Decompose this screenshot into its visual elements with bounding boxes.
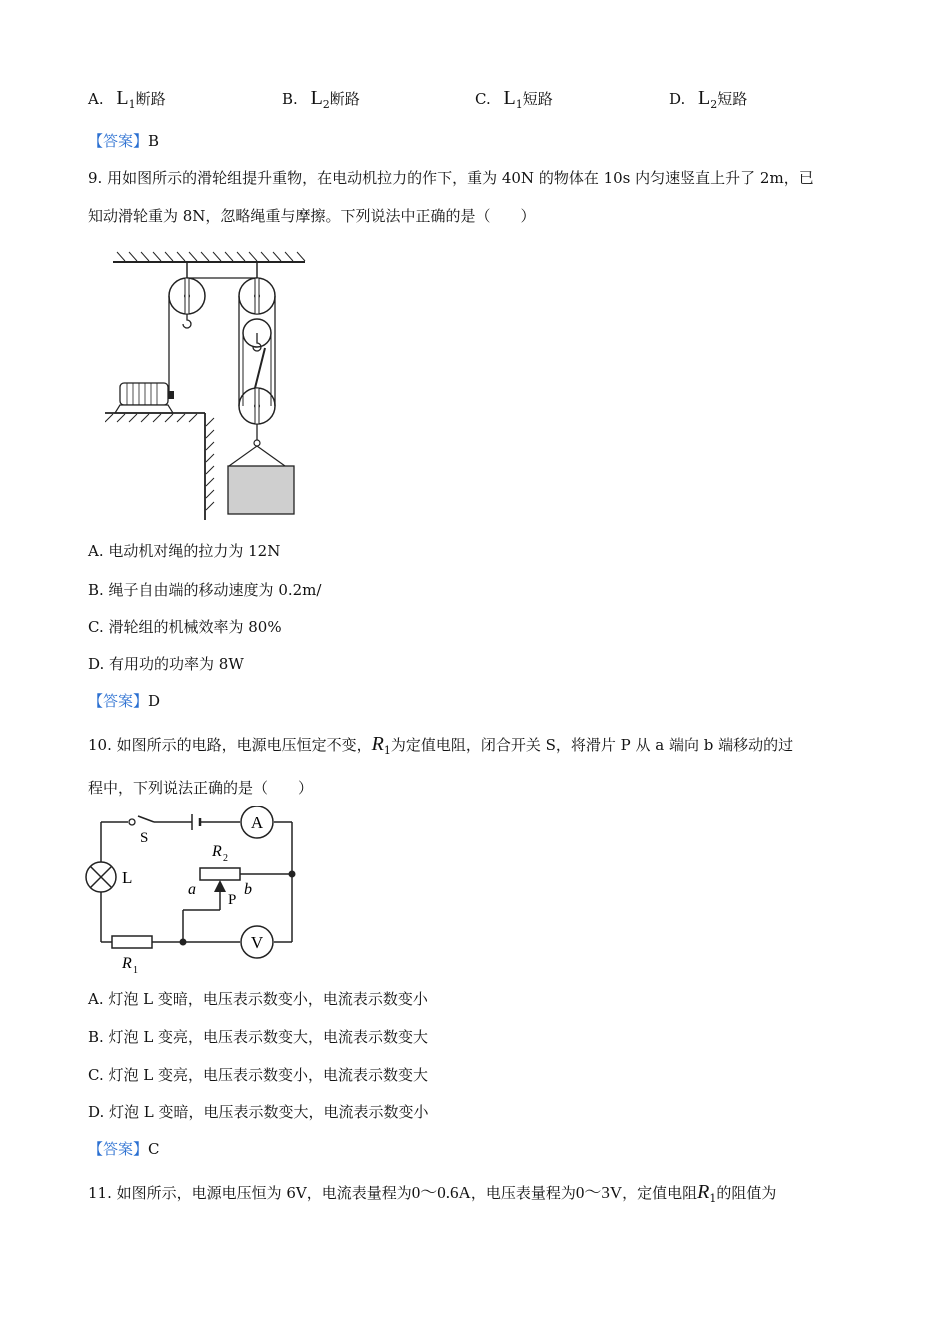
pulley-system-figure	[105, 248, 315, 523]
q8-answer	[88, 131, 159, 151]
lamp-symbol: L	[503, 87, 516, 109]
answer-label: 答案	[103, 692, 134, 710]
answer-label: 答案	[103, 132, 134, 150]
stem-text: 10. 如图所示的电路，电源电压恒定不变，	[88, 736, 372, 754]
q8-option-c	[475, 88, 553, 111]
answer-bracket-open: 【	[88, 1140, 104, 1158]
stem-text: 为定值电阻，闭合开关 S，将滑片 P 从 a 端向 b 端移动的过	[390, 736, 794, 754]
q9-stem-line1: 9. 用如图所示的滑轮组提升重物，在电动机拉力的作下，重为 40N 的物体在 10s 内匀速竖直上升了 2m，已	[88, 169, 814, 187]
q9-option-c: C. 滑轮组的机械效率为 80%	[88, 618, 282, 636]
resistor-symbol: R	[697, 1181, 710, 1203]
subscript: 1	[383, 744, 391, 757]
option-text: 短路	[522, 90, 553, 108]
answer-label: 答案	[103, 1140, 134, 1158]
q9-option-d: D. 有用功的功率为 8W	[88, 655, 244, 673]
answer-bracket-open: 【	[88, 692, 104, 710]
option-letter: B.	[282, 90, 298, 108]
answer-bracket-close: 】	[133, 132, 149, 150]
q9-answer	[88, 691, 160, 711]
terminal-b-label: b	[244, 881, 252, 898]
lamp-label: L	[122, 868, 133, 887]
q9-option-a: A. 电动机对绳的拉力为 12N	[88, 542, 281, 560]
slider-p-label: P	[228, 892, 237, 908]
answer-bracket-open: 【	[88, 132, 104, 150]
answer-value: C	[148, 1140, 160, 1158]
answer-value: D	[148, 692, 161, 710]
stem-text: ，电压表量程为	[470, 1184, 576, 1202]
subscript: 2	[322, 98, 330, 111]
subscript: 2	[710, 98, 718, 111]
ammeter-range: 0～0.6A	[411, 1183, 471, 1202]
q10-option-a: A. 灯泡 L 变暗，电压表示数变小，电流表示数变小	[88, 990, 428, 1008]
subscript: 1	[128, 98, 136, 111]
r1-label: R	[122, 955, 132, 972]
q9-option-b: B. 绳子自由端的移动速度为 0.2m/	[88, 581, 322, 599]
r1-subscript: 1	[133, 965, 138, 976]
option-letter: A.	[88, 90, 104, 108]
answer-bracket-close: 】	[133, 1140, 149, 1158]
q10-stem-line2: 程中，下列说法正确的是（ ）	[88, 779, 314, 797]
r2-subscript: 2	[223, 853, 228, 864]
q10-answer	[88, 1139, 160, 1159]
q8-option-d	[669, 88, 747, 111]
option-text: 断路	[135, 90, 166, 108]
q11-stem-line1	[88, 1182, 776, 1205]
answer-bracket-close: 】	[133, 692, 149, 710]
subscript: 1	[515, 98, 523, 111]
switch-label: S	[140, 830, 149, 846]
q10-option-d: D. 灯泡 L 变暗，电压表示数变大，电流表示数变小	[88, 1103, 429, 1121]
q9-stem-line2: 知动滑轮重为 8N，忽略绳重与摩擦。下列说法中正确的是（ ）	[88, 207, 536, 225]
subscript: 1	[709, 1192, 717, 1205]
option-letter: C.	[475, 90, 491, 108]
option-text: 断路	[329, 90, 360, 108]
option-letter: D.	[669, 90, 686, 108]
stem-text: 11. 如图所示，电源电压恒为 6V，电流表量程为	[88, 1184, 412, 1202]
lamp-symbol: L	[116, 87, 129, 109]
ammeter-label: A	[250, 813, 264, 832]
lamp-symbol: L	[698, 87, 711, 109]
r2-label: R	[212, 843, 222, 860]
stem-text: 的阻值为	[716, 1184, 777, 1202]
stem-text: ，定值电阻	[622, 1184, 698, 1202]
circuit-diagram-figure	[82, 806, 302, 978]
voltmeter-range: 0～3V	[575, 1183, 623, 1202]
terminal-a-label: a	[188, 881, 196, 898]
voltmeter-label: V	[250, 933, 264, 952]
q10-stem-line1	[88, 734, 793, 757]
q10-option-c: C. 灯泡 L 变亮，电压表示数变小，电流表示数变大	[88, 1066, 428, 1084]
resistor-symbol: R	[371, 733, 384, 755]
q10-option-b: B. 灯泡 L 变亮，电压表示数变大，电流表示数变大	[88, 1028, 429, 1046]
option-text: 短路	[717, 90, 748, 108]
lamp-symbol: L	[310, 87, 323, 109]
q8-option-a	[88, 88, 166, 111]
answer-value: B	[148, 132, 160, 150]
q8-option-b	[282, 88, 360, 111]
